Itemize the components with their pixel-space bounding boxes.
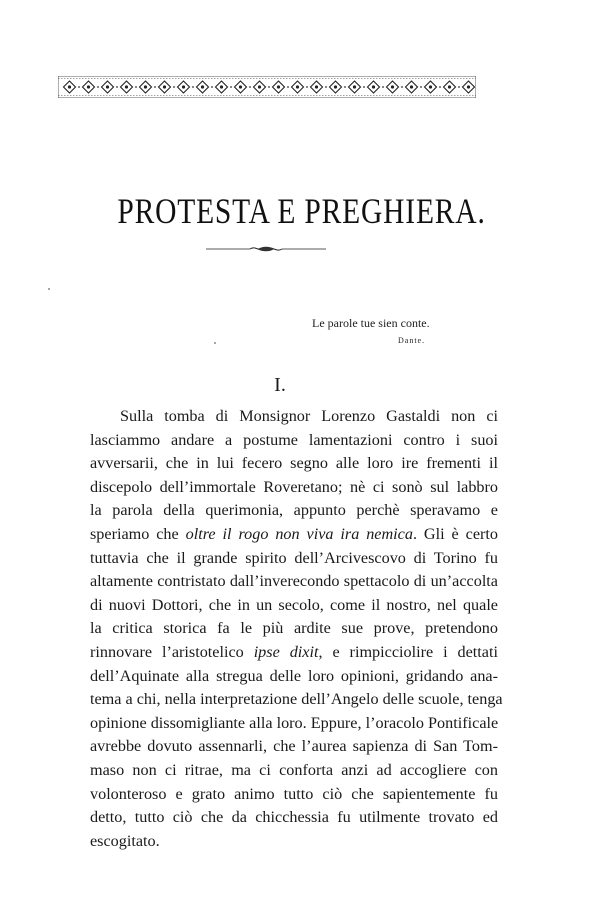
text-run: volonteroso e grato animo tutto ciò che sapientemente fu	[90, 784, 498, 803]
epigraph-quote: Le parole tue sien conte.	[312, 316, 430, 330]
text-run: tuttavia che il grande spirito dell’Arcivescovo di Torino fu	[90, 548, 498, 567]
text-run: , e rimpicciolire i dettati	[318, 642, 498, 661]
text-run: Sulla tomba di Monsignor Lorenzo Gastaldi non ci	[120, 407, 498, 425]
text-line	[90, 759, 498, 783]
text-run: opinione dissomigliante alla loro. Eppure, l’oracolo Pontificale	[90, 713, 499, 732]
text-line	[90, 429, 498, 453]
text-line	[90, 523, 498, 547]
text-line	[90, 783, 498, 807]
text-line	[90, 476, 498, 500]
text-line	[90, 665, 498, 689]
section-number: I.	[274, 374, 286, 396]
text-run: avversarii, che in lui fecero segno alle loro ire frementi il	[90, 454, 498, 473]
text-run: lasciammo andare a postume lamentazioni contro i suoi	[90, 430, 498, 449]
text-run: dell’Aquinate alla stregua delle loro opinioni, gridando ana-	[90, 666, 498, 685]
body-paragraph	[90, 405, 503, 853]
chapter-title: PROTESTA E PREGHIERA.	[117, 191, 486, 231]
italic-phrase: ipse dixit	[253, 642, 319, 661]
text-run: rinnovare l’aristotelico	[90, 642, 254, 661]
text-run: altamente contristato dall’inverecondo spettacolo di un’accolta	[90, 572, 498, 591]
text-line	[90, 641, 498, 665]
italic-phrase: oltre il rogo non viva ira nemica	[185, 524, 413, 543]
text-run: di nuovi Dottori, che in un secolo, come il nostro, nel quale	[90, 595, 498, 614]
text-line	[90, 688, 503, 712]
text-run: discepolo dell’immortale Roveretano; nè ci sonò sul labbro	[90, 477, 498, 496]
epigraph-author: Dante.	[398, 336, 426, 345]
title-flourish-rule	[206, 243, 326, 255]
text-line	[90, 594, 498, 618]
paper-speck	[214, 342, 216, 344]
paper-speck	[48, 288, 50, 290]
text-run: avrebbe dovuto assennarli, che l’aurea sapienza di San Tom-	[90, 737, 498, 756]
text-run: detto, tutto ciò che da chicchessia fu utilmente trovato ed	[90, 808, 498, 827]
text-line	[90, 570, 498, 594]
text-line	[90, 405, 498, 429]
text-line	[90, 830, 498, 854]
text-run: la critica storica fa le più ardite sue prove, pretendono	[90, 619, 498, 638]
text-run: speriamo che	[90, 524, 186, 543]
text-run: tema a chi, nella interpretazione dell’Angelo delle scuole, tenga	[90, 690, 503, 709]
text-line	[90, 547, 498, 571]
text-line	[90, 452, 498, 476]
text-run: escogitato.	[90, 831, 160, 850]
ornamental-header-band	[58, 76, 476, 98]
text-line	[90, 499, 498, 523]
text-line	[90, 735, 498, 759]
text-line	[90, 617, 498, 641]
text-run: . Gli è certo	[412, 524, 498, 543]
text-line	[90, 712, 498, 736]
text-run: la parola della querimonia, appunto perchè speravamo e	[90, 501, 498, 520]
text-line	[90, 806, 498, 830]
text-run: maso non ci ritrae, ma ci conforta anzi ad accogliere con	[90, 760, 498, 779]
